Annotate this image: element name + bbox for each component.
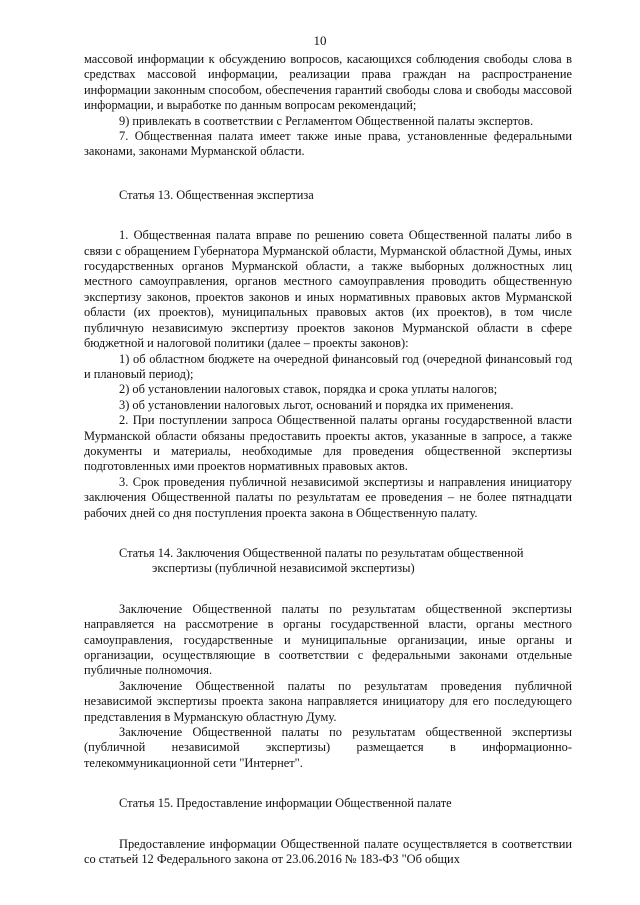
paragraph: 9) привлекать в соответствии с Регламентом Общественной палаты экспертов. (119, 113, 534, 128)
paragraph: 3) об установлении налоговых льгот, оснований и порядка их применения. (119, 397, 514, 412)
spacer (84, 812, 572, 837)
spacer (84, 203, 572, 228)
paragraph: Заключение Общественной палаты по результатам общественной экспертизы (публичной независимой экспертизы) размещается в информационно-телекоммуникационной сети "Интернет". (84, 725, 572, 770)
article-heading-line: Статья 14. Заключения Общественной палаты по результатам общественной (119, 545, 524, 560)
paragraph: 7. Общественная палата имеет также иные права, установленные федеральными законами, законами Мурманской области. (84, 129, 572, 159)
spacer (84, 771, 572, 796)
article-heading: Статья 15. Предоставление информации Общественной палате (119, 796, 452, 811)
paragraph: Заключение Общественной палаты по результатам общественной экспертизы направляется на рассмотрение в органы государственной власти, органы местного самоуправления, государственные и муниципальные организации, иные органы и организации, осуществляющие в соответствии с федеральными законами отдельные публичные полномочия. (84, 601, 572, 678)
paragraph: 3. Срок проведения публичной независимой экспертизы и направления инициатору заключения Общественной палаты по результатам ее проведения – не более пятнадцати рабочих дней со дня поступления проекта закона в Общественную палату. (84, 474, 572, 520)
spacer (84, 160, 572, 188)
paragraph: 2. При поступлении запроса Общественной палаты органы государственной власти Мурманской области обязаны предоставить проекты актов, указанные в запросе, а также документы и материалы, необходимые для проведения общественной экспертизы подготовленных ими проектов нормативных правовых актов. (84, 413, 572, 474)
paragraph: Заключение Общественной палаты по результатам проведения публичной независимой экспертизы проекта закона направляется инициатору для его последующего представления в Мурманскую областную Думу. (84, 678, 572, 724)
page-number: 10 (313, 33, 327, 48)
paragraph: массовой информации к обсуждению вопросов, касающихся соблюдения свободы слова в средствах массовой информации, реализации права граждан на распространение информации законным способом, обеспечения гарантий свободы слова и свободы массовой информации, и выработке по данным вопросам рекомендаций; (84, 52, 572, 113)
document-body (84, 52, 572, 867)
article-heading-line: экспертизы (публичной независимой экспертизы) (152, 561, 415, 576)
paragraph: 1) об областном бюджете на очередной финансовый год (очередной финансовый год и плановый период); (84, 351, 572, 381)
article-heading: Статья 13. Общественная экспертиза (119, 187, 314, 202)
spacer (84, 521, 572, 546)
article-heading (84, 546, 572, 577)
paragraph: 1. Общественная палата вправе по решению совета Общественной палаты либо в связи с обращением Губернатора Мурманской области, Мурманской областной Думы, иных государственных органов Мурманской области, а также выборных должностных лиц местного самоуправления, органов местного самоуправления проводить общественную экспертизу законов, проектов законов и иных нормативных правовых актов Мурманской области (их проектов), муниципальных правовых актов (их проектов), в том числе публичную независимую экспертизу проектов законов Мурманской области в сфере бюджетной и налоговой политики (далее – проекты законов): (84, 228, 572, 351)
paragraph: Предоставление информации Общественной палате осуществляется в соответствии со статьей 12 Федерального закона от 23.06.2016 № 183-ФЗ "Об общих (84, 836, 572, 867)
spacer (84, 577, 572, 602)
paragraph: 2) об установлении налоговых ставок, порядка и срока уплаты налогов; (119, 382, 498, 397)
